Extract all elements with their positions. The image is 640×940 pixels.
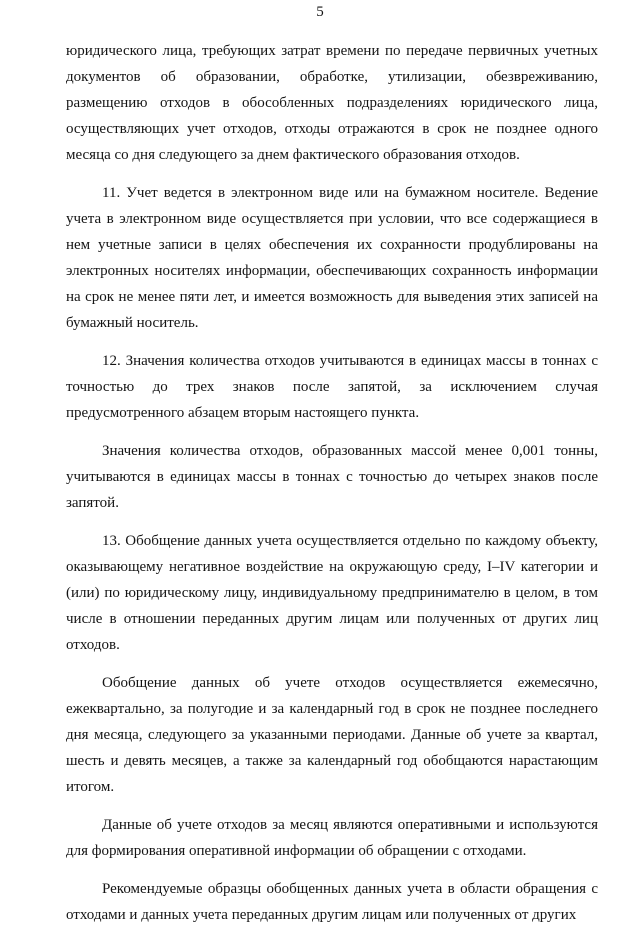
paragraph-item-13-second: Обобщение данных об учете отходов осуществляется ежемесячно, ежеквартально, за полугодие и за календарный год в срок не позднее последнего дня месяца, следующего за указанными периодами. Данные об учете за квартал, шесть и девять месяцев, а также за календарный год обобщаются нарастающим итогом. [66, 675, 598, 795]
document-body [66, 38, 598, 940]
paragraph-item-13-third: Данные об учете отходов за месяц являются оперативными и используются для формирования оперативной информации об обращении с отходами. [66, 817, 598, 859]
paragraph-item-13-fourth: Рекомендуемые образцы обобщенных данных учета в области обращения с отходами и данных учета переданных другим лицам или полученных от других [66, 881, 598, 923]
paragraph-item-11: 11. Учет ведется в электронном виде или на бумажном носителе. Ведение учета в электронном виде осуществляется при условии, что все содержащиеся в нем учетные записи в целях обеспечения их сохранности продублированы на электронных носителях информации, обеспечивающих сохранность информации на срок не менее пяти лет, и имеется возможность для выведения этих записей на бумажный носитель. [66, 185, 598, 331]
paragraph-continuation: юридического лица, требующих затрат времени по передаче первичных учетных документов об образовании, обработке, утилизации, обезвреживанию, размещению отходов в обособленных подразделениях юридического лица, осуществляющих учет отходов, отходы отражаются в срок не позднее одного месяца со дня следующего за днем фактического образования отходов. [66, 43, 598, 163]
paragraph-item-13: 13. Обобщение данных учета осуществляется отдельно по каждому объекту, оказывающему негативное воздействие на окружающую среду, I–IV категории и (или) по юридическому лицу, индивидуальному предпринимателю в целом, в том числе в отношении переданных другим лицам или полученных от других лиц отходов. [66, 533, 598, 653]
paragraph-item-12: 12. Значения количества отходов учитываются в единицах массы в тоннах с точностью до трех знаков после запятой, за исключением случая предусмотренного абзацем вторым настоящего пункта. [66, 353, 598, 421]
page-number: 5 [316, 4, 324, 20]
paragraph-item-12-second: Значения количества отходов, образованных массой менее 0,001 тонны, учитываются в единицах массы в тоннах с точностью до четырех знаков после запятой. [66, 443, 598, 511]
